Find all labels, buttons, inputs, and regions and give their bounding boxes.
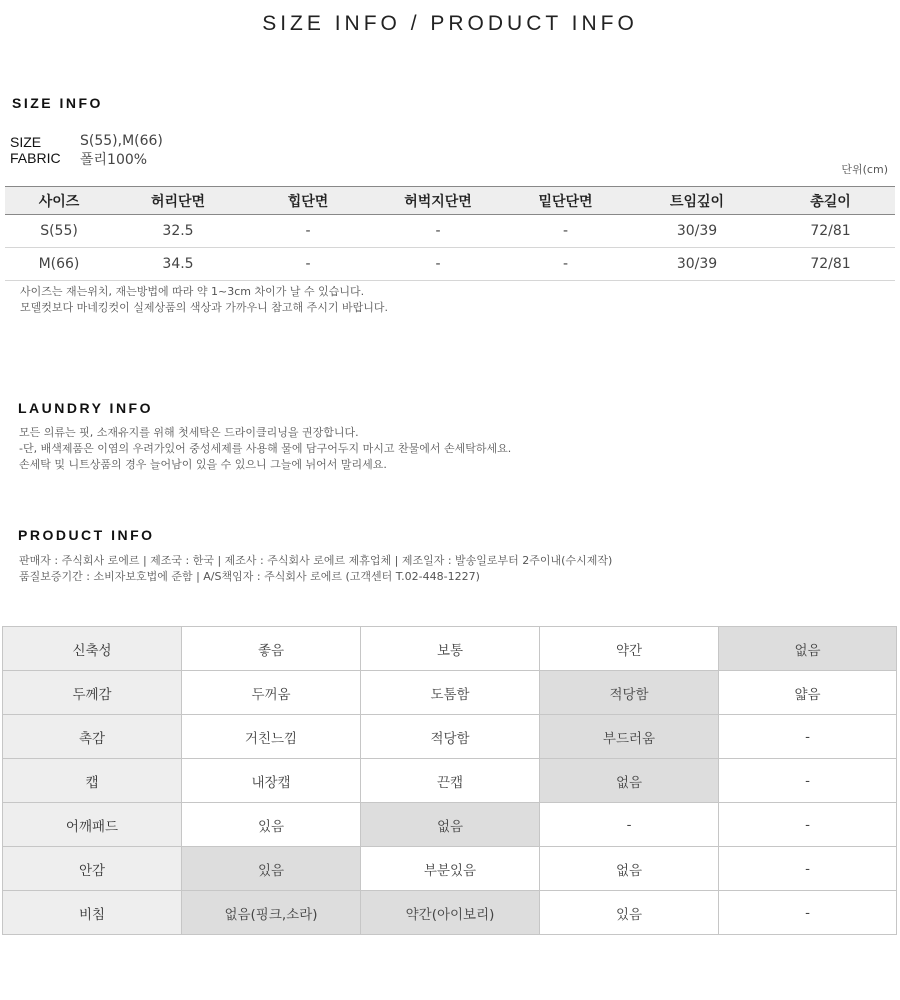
attribute-name: 두께감 <box>3 671 182 715</box>
size-value: S(55),M(66) <box>80 133 163 149</box>
attribute-option: - <box>719 759 897 803</box>
laundry-line: 모든 의류는 핏, 소재유지를 위해 첫세탁은 드라이클리닝을 권장합니다. <box>19 426 359 439</box>
table-cell: - <box>373 215 503 248</box>
size-table <box>5 186 895 281</box>
attribute-row <box>3 627 897 671</box>
attribute-row <box>3 803 897 847</box>
unit-label: 단위(cm) <box>841 163 888 176</box>
laundry-info-heading: LAUNDRY INFO <box>18 400 153 416</box>
size-table-header <box>5 187 895 215</box>
attribute-option-selected: 없음 <box>540 759 719 803</box>
table-cell: 32.5 <box>113 215 243 248</box>
fabric-value: 폴리100% <box>80 152 148 168</box>
table-cell: 72/81 <box>766 215 895 248</box>
table-cell: 34.5 <box>113 248 243 281</box>
page-title: SIZE INFO / PRODUCT INFO <box>262 12 638 35</box>
attribute-option-selected: 약간(아이보리) <box>361 891 540 935</box>
table-cell: 72/81 <box>766 248 895 281</box>
size-note: 사이즈는 재는위치, 재는방법에 따라 약 1~3cm 차이가 날 수 있습니다. <box>20 285 365 298</box>
table-row <box>5 215 895 248</box>
attribute-option: - <box>719 803 897 847</box>
table-cell: 30/39 <box>628 248 766 281</box>
attribute-option: - <box>719 847 897 891</box>
laundry-line: 손세탁 및 니트상품의 경우 늘어남이 있을 수 있으니 그늘에 뉘어서 말리세요. <box>19 458 387 471</box>
attribute-table <box>2 626 897 935</box>
attribute-option: 얇음 <box>719 671 897 715</box>
attribute-option: 적당함 <box>361 715 540 759</box>
table-cell: - <box>373 248 503 281</box>
table-cell: 30/39 <box>628 215 766 248</box>
attribute-option-selected: 없음 <box>719 627 897 671</box>
attribute-name: 비침 <box>3 891 182 935</box>
size-note: 모델컷보다 마네킹컷이 실제상품의 색상과 가까우니 참고해 주시기 바랍니다. <box>20 301 389 314</box>
attribute-row <box>3 891 897 935</box>
attribute-option-selected: 있음 <box>182 847 361 891</box>
table-cell: S(55) <box>5 215 113 248</box>
table-cell: - <box>243 248 373 281</box>
size-info-heading: SIZE INFO <box>12 95 103 111</box>
size-notes <box>20 284 388 316</box>
attribute-name: 안감 <box>3 847 182 891</box>
attribute-option: - <box>540 803 719 847</box>
attribute-option: 없음 <box>540 847 719 891</box>
attribute-option-selected: 없음(핑크,소라) <box>182 891 361 935</box>
attribute-name: 촉감 <box>3 715 182 759</box>
laundry-line: -단, 배색제품은 이염의 우려가있어 중성세제를 사용해 물에 담구어두지 마시고 찬물에서 손세탁하세요. <box>19 442 512 455</box>
attribute-option: - <box>719 715 897 759</box>
attribute-row <box>3 671 897 715</box>
attribute-option-selected: 없음 <box>361 803 540 847</box>
column-header: 밑단단면 <box>503 187 628 215</box>
column-header: 허리단면 <box>113 187 243 215</box>
attribute-option: 약간 <box>540 627 719 671</box>
attribute-option: 두꺼움 <box>182 671 361 715</box>
table-cell: M(66) <box>5 248 113 281</box>
attribute-row <box>3 759 897 803</box>
column-header: 힙단면 <box>243 187 373 215</box>
attribute-option: 내장캡 <box>182 759 361 803</box>
attribute-option: 좋음 <box>182 627 361 671</box>
fabric-label: FABRIC <box>10 150 61 166</box>
attribute-option: - <box>719 891 897 935</box>
attribute-row <box>3 715 897 759</box>
column-header: 트임깊이 <box>628 187 766 215</box>
column-header: 사이즈 <box>5 187 113 215</box>
attribute-name: 어깨패드 <box>3 803 182 847</box>
attribute-option: 부분있음 <box>361 847 540 891</box>
attribute-option-selected: 부드러움 <box>540 715 719 759</box>
table-cell: - <box>243 215 373 248</box>
attribute-option: 있음 <box>182 803 361 847</box>
product-notes <box>19 553 612 585</box>
product-line: 판매자 : 주식회사 로에르 | 제조국 : 한국 | 제조사 : 주식회사 로에르 제휴업체 | 제조일자 : 발송일로부터 2주이내(수시제작) <box>19 554 613 567</box>
attribute-option-selected: 적당함 <box>540 671 719 715</box>
attribute-option: 보통 <box>361 627 540 671</box>
column-header: 총길이 <box>766 187 895 215</box>
product-line: 품질보증기간 : 소비자보호법에 준함 | A/S책임자 : 주식회사 로에르 (고객센터 T.02-448-1227) <box>19 570 480 583</box>
table-cell: - <box>503 248 628 281</box>
column-header: 허벅지단면 <box>373 187 503 215</box>
laundry-notes <box>19 425 511 473</box>
attribute-option: 끈캡 <box>361 759 540 803</box>
table-row <box>5 248 895 281</box>
attribute-name: 신축성 <box>3 627 182 671</box>
attribute-option: 도톰함 <box>361 671 540 715</box>
attribute-row <box>3 847 897 891</box>
attribute-option: 있음 <box>540 891 719 935</box>
attribute-name: 캡 <box>3 759 182 803</box>
size-label: SIZE <box>10 134 42 150</box>
table-cell: - <box>503 215 628 248</box>
attribute-option: 거친느낌 <box>182 715 361 759</box>
product-info-heading: PRODUCT INFO <box>18 527 155 543</box>
